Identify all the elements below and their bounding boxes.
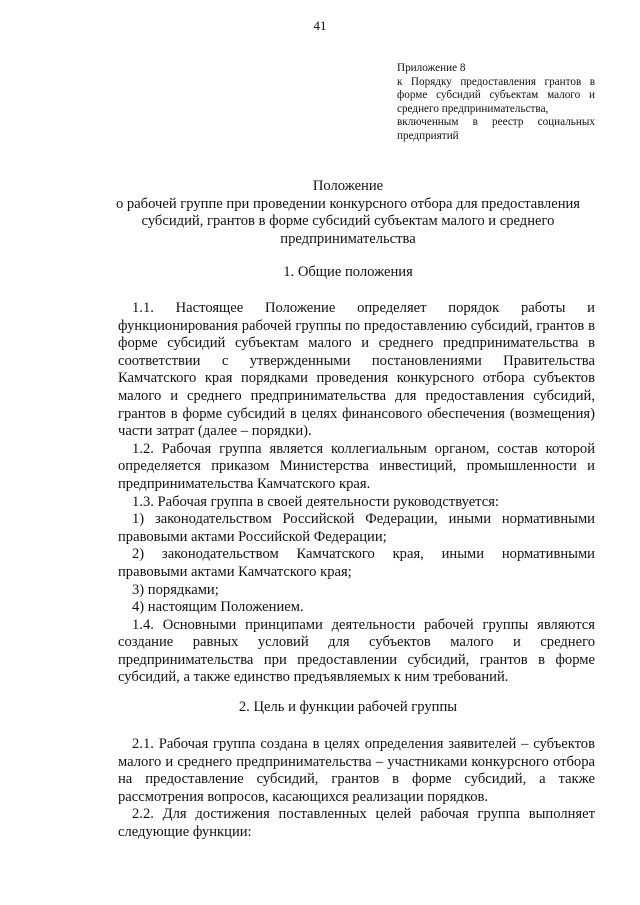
paragraph: 2.2. Для достижения поставленных целей рабочая группа выполняет следующие функции: (118, 806, 595, 840)
section-heading-2: 2. Цель и функции рабочей группы (238, 699, 458, 715)
appendix-note (397, 62, 595, 144)
paragraph: 4) настоящим Положением. (132, 599, 304, 616)
paragraph: 1) законодательством Российской Федерации, иными нормативными правовыми актами Российской Федерации; (118, 511, 595, 545)
document-title-subtitle: о рабочей группе при проведении конкурсного отбора для предоставления субсидий, грантов в форме субсидий субъектам малого и среднего предпринимательства (115, 195, 581, 247)
appendix-line: Приложение 8 (397, 62, 466, 74)
paragraph: 2.1. Рабочая группа создана в целях определения заявителей – субъектов малого и среднего предпринимательства – участниками конкурсного отбора на предоставление субсидий, грантов в форме субсидий, а также рассмотрения вопросов, касающихся реализации порядков. (118, 736, 595, 805)
document-title-heading: Положение (312, 178, 384, 194)
paragraph: 1.2. Рабочая группа является коллегиальным органом, состав которой определяется приказом Министерства инвестиций, промышленности и предпринимательства Камчатского края. (118, 440, 595, 492)
page-number: 41 (313, 18, 327, 33)
paragraph: 1.1. Настоящее Положение определяет порядок работы и функционирования рабочей группы по предоставлению субсидий, грантов в форме субсидий субъектам малого и среднего предпринимательства в соответствии с утвержденными постановлениями Правительства Камчатского края порядками проведения конкурсного отбора субъектов малого и среднего предпринимательства для предоставления субсидий, грантов в форме субсидий в целях финансового обеспечения (возмещения) части затрат (далее – порядки). (118, 300, 595, 440)
section-heading-1: 1. Общие положения (283, 264, 413, 280)
paragraph: 3) порядками; (132, 581, 219, 598)
section-body-1 (118, 300, 595, 687)
document-title (100, 178, 596, 248)
paragraph: 2) законодательством Камчатского края, иными нормативными правовыми актами Камчатского края; (118, 546, 595, 580)
section-body-2 (118, 736, 595, 842)
paragraph: 1.4. Основными принципами деятельности рабочей группы являются создание равных условий для субъектов малого и среднего предпринимательства при предоставлении субсидий, грантов в форме субсидий, а также единство предъявляемых к ним требований. (118, 616, 595, 686)
appendix-line: включенным в реестр социальных предприятий (397, 116, 595, 142)
paragraph: 1.3. Рабочая группа в своей деятельности руководствуется: (132, 493, 499, 510)
appendix-line: к Порядку предоставления грантов в форме субсидий субъектам малого и среднего предпринимательства, (397, 75, 595, 115)
